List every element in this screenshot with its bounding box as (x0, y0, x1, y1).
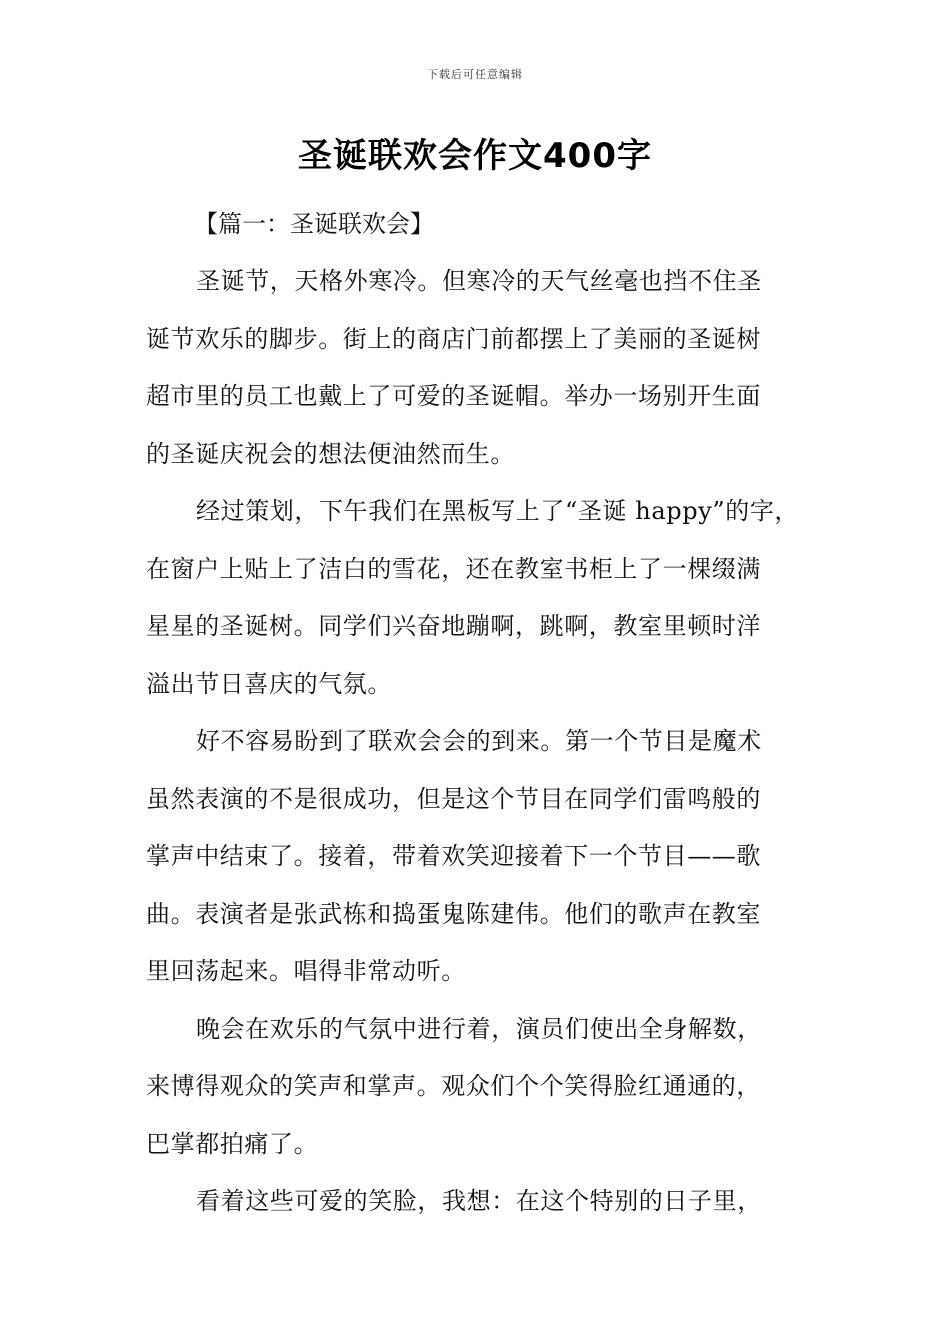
text-line: 的圣诞庆祝会的想法便油然而生。 (146, 439, 515, 468)
text-line: 诞节欢乐的脚步。街上的商店门前都摆上了美丽的圣诞树 (146, 324, 761, 353)
text-line: 掌声中结束了。接着，带着欢笑迎接着下一个节目——歌 (146, 842, 761, 870)
text-line: 好不容易盼到了联欢会会的到来。第一个节目是魔术 (196, 727, 762, 755)
text-line: 溢出节日喜庆的气氛。 (146, 669, 392, 698)
text-line: 超市里的员工也戴上了可爱的圣诞帽。举办一场别开生面 (146, 382, 761, 410)
document-body (146, 196, 814, 1231)
paragraph-3 (146, 713, 814, 1001)
text-line: 经过策划，下午我们在黑板写上了“圣诞 happy”的字， (196, 497, 800, 525)
paragraph-2 (146, 483, 814, 713)
text-line: 在窗户上贴上了洁白的雪花，还在教室书柜上了一棵缀满 (146, 554, 761, 583)
paragraph-4 (146, 1001, 814, 1174)
text-line: 来博得观众的笑声和掌声。观众们个个笑得脸红通通的， (146, 1072, 761, 1100)
text-line: 虽然表演的不是很成功，但是这个节目在同学们雷鸣般的 (146, 784, 761, 813)
text-line: 曲。表演者是张武栋和捣蛋鬼陈建伟。他们的歌声在教室 (146, 899, 761, 928)
header-note: 下载后可任意编辑 (427, 68, 523, 81)
text-line: 巴掌都拍痛了。 (146, 1129, 319, 1158)
text-line: 看着这些可爱的笑脸，我想：在这个特别的日子里， (196, 1187, 762, 1215)
section-heading: 【篇一：圣诞联欢会】 (194, 210, 434, 238)
paragraph-1 (146, 253, 814, 483)
paragraph-5 (146, 1173, 814, 1231)
text-line: 里回荡起来。唱得非常动听。 (146, 957, 466, 985)
text-line: 星星的圣诞树。同学们兴奋地蹦啊，跳啊，教室里顿时洋 (146, 612, 761, 640)
document-title: 圣诞联欢会作文400字 (298, 136, 652, 176)
text-line: 晚会在欢乐的气氛中进行着，演员们使出全身解数， (196, 1014, 762, 1043)
text-line: 圣诞节，天格外寒冷。但寒冷的天气丝毫也挡不住圣 (196, 267, 762, 295)
